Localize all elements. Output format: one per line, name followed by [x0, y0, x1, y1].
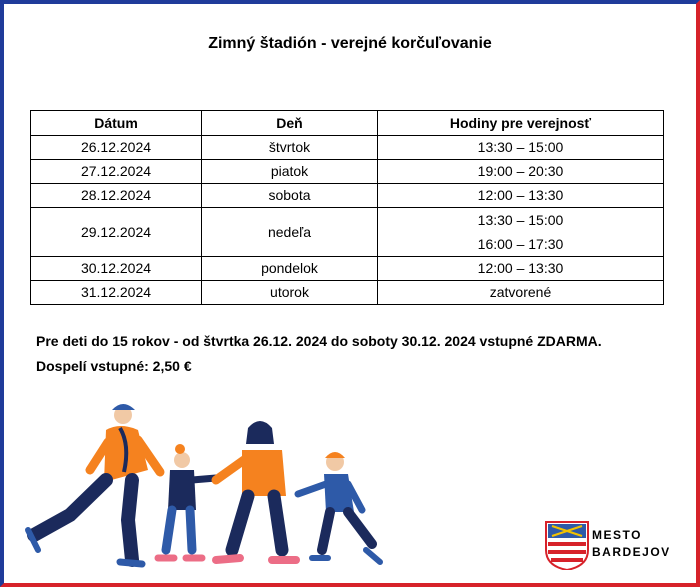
- cell-date: 28.12.2024: [31, 184, 202, 208]
- cell-date: 27.12.2024: [31, 160, 202, 184]
- table-row: [31, 136, 664, 160]
- table-row: [31, 257, 664, 281]
- cell-day: sobota: [202, 184, 378, 208]
- children-admission-note: Pre deti do 15 rokov - od štvrtka 26.12. 2024 do soboty 30.12. 2024 vstupné ZDARMA.: [36, 333, 602, 349]
- cell-date: 30.12.2024: [31, 257, 202, 281]
- cell-date: 31.12.2024: [31, 281, 202, 305]
- skater-child-boy: [298, 452, 380, 562]
- adult-admission-note: Dospelí vstupné: 2,50 €: [36, 358, 192, 374]
- cell-hours: 19:00 – 20:30: [378, 160, 664, 184]
- cell-hours: zatvorené: [378, 281, 664, 305]
- cell-day: piatok: [202, 160, 378, 184]
- cell-hours: [378, 208, 664, 257]
- cell-day: pondelok: [202, 257, 378, 281]
- table-row: [31, 184, 664, 208]
- skater-child-girl: [158, 444, 216, 558]
- cell-hours-line: 16:00 – 17:30: [477, 236, 564, 252]
- table-row: [31, 208, 664, 257]
- family-ice-skating-icon: [20, 400, 400, 580]
- header-hours: Hodiny pre verejnosť: [378, 111, 664, 136]
- skater-adult-woman: [216, 421, 296, 560]
- schedule-table: [30, 110, 664, 305]
- cell-hours: 12:00 – 13:30: [378, 257, 664, 281]
- logo-line1: MESTO: [592, 528, 642, 542]
- cell-date: 26.12.2024: [31, 136, 202, 160]
- logo-line2: BARDEJOV: [592, 545, 671, 559]
- skater-adult-man: [28, 404, 160, 564]
- cell-day: nedeľa: [202, 208, 378, 257]
- page-title: Zimný štadión - verejné korčuľovanie: [208, 35, 492, 52]
- cell-date: 29.12.2024: [31, 208, 202, 257]
- cell-hours: 13:30 – 15:00: [378, 136, 664, 160]
- cell-day: štvrtok: [202, 136, 378, 160]
- cell-hours: 12:00 – 13:30: [378, 184, 664, 208]
- header-date: Dátum: [31, 111, 202, 136]
- cell-day: utorok: [202, 281, 378, 305]
- table-row: [31, 160, 664, 184]
- table-row: [31, 281, 664, 305]
- table-header-row: [31, 111, 664, 136]
- cell-hours-line: 13:30 – 15:00: [477, 212, 564, 228]
- logo-text: [592, 527, 671, 561]
- header-day: Deň: [202, 111, 378, 136]
